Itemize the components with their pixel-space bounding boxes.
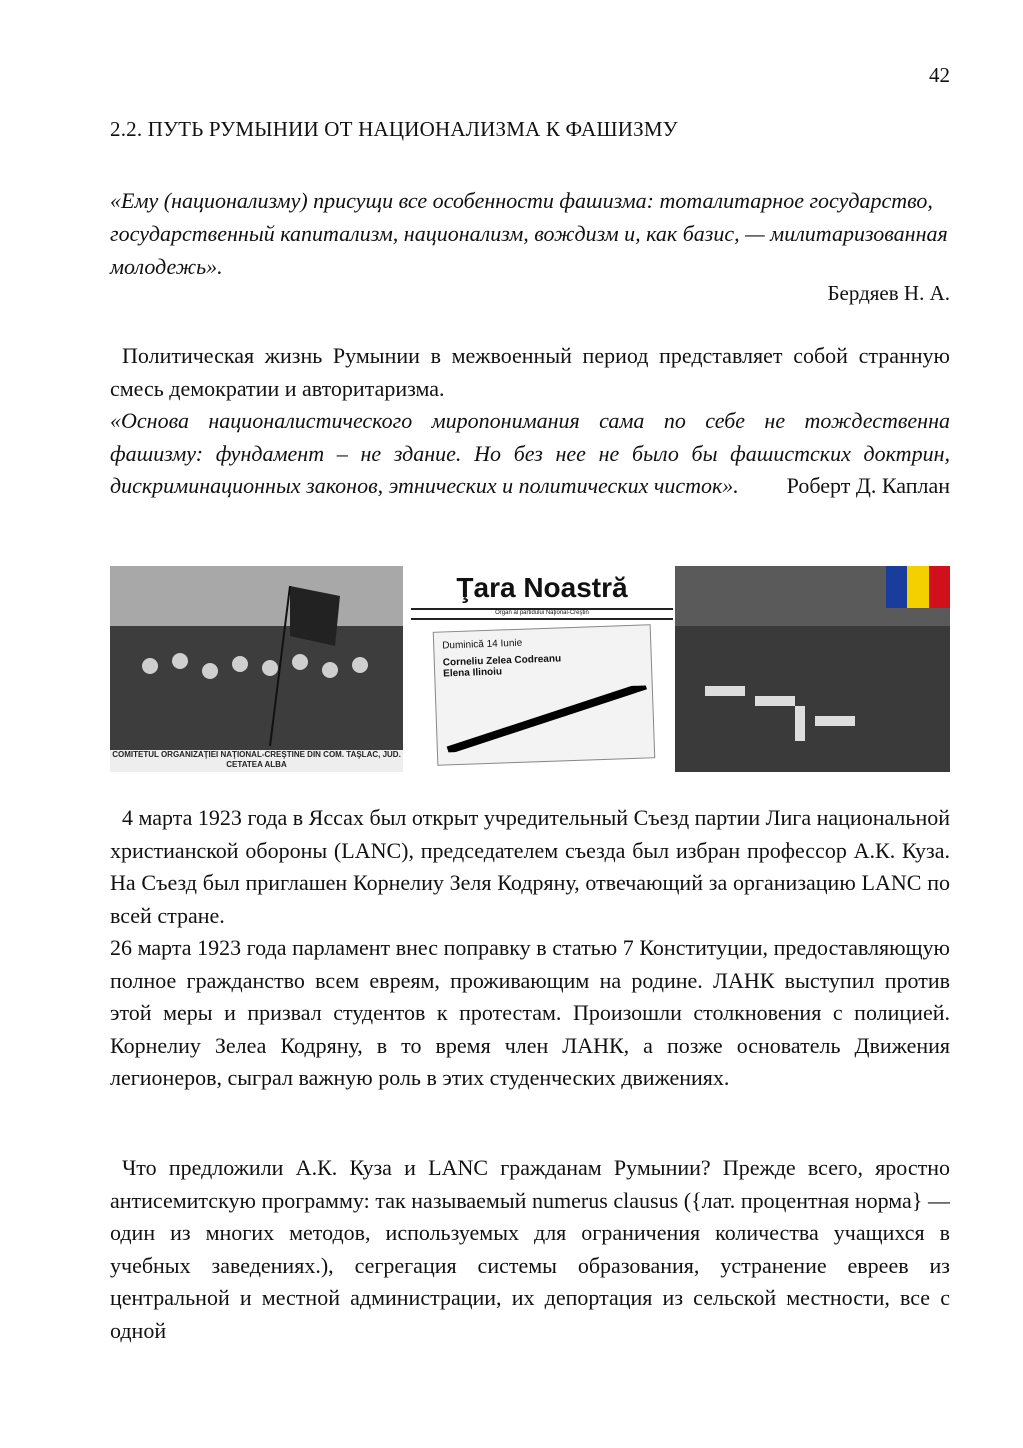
group-photo bbox=[110, 566, 403, 772]
card-line-2: Corneliu Zelea Codreanu bbox=[442, 653, 562, 669]
body-block-1 bbox=[110, 802, 950, 1095]
flag-stripe-yellow bbox=[907, 566, 928, 608]
body-block-2 bbox=[110, 1152, 950, 1347]
intro-block bbox=[110, 340, 950, 503]
card-line-1: Duminică 14 Iunie bbox=[442, 637, 523, 652]
newspaper-subline: Organ al partidului Naţional-Creştin bbox=[411, 608, 673, 620]
paragraph-3: 26 марта 1923 года парламент внес поправку в статью 7 Конституции, предоставляющую полное гражданство всем евреям, проживающим на родине. ЛАНК выступил против этой меры и призвал студентов к протестам. Произошли столкновения с полицией. Корнелиу Зелеа Кодряну, в то время член ЛАНК, а позже основатель Движения легионеров, сыграл важную роль в этих студенческих движениях. bbox=[110, 935, 950, 1090]
newspaper-image bbox=[407, 566, 677, 772]
epigraph-text: «Ему (национализму) присущи все особенности фашизма: тоталитарное государство, государственный капитализм, национализм, вождизм и, как базис, — милитаризованная молодежь». bbox=[110, 188, 948, 279]
flag-stripe-red bbox=[929, 566, 950, 608]
photo-strip bbox=[110, 566, 950, 772]
newspaper-masthead: Ţara Noastră bbox=[456, 572, 628, 603]
quote-2-author: Роберт Д. Каплан bbox=[786, 473, 950, 498]
quote-2 bbox=[110, 405, 950, 503]
quote-2-text: «Основа националистического миропонимания сама по себе не тождественна фашизму: фундамент – не здание. Но без нее не было бы фашистских доктрин, дискриминационных законов, этнических и политических чисток». bbox=[110, 408, 950, 498]
paragraph-4: Что предложили А.К. Куза и LANC гражданам Румынии? Прежде всего, яростно антисемитскую программу: так называемый numerus clausus ({лат. процентная норма} — один из многих методов, используемых для ограничения количества учащихся в учебных заведениях.), сегрегация системы образования, устранение евреев из центральной и местной администрации, их депортация из сельской местности, все с одной bbox=[110, 1155, 950, 1343]
section-heading: 2.2. ПУТЬ РУМЫНИИ ОТ НАЦИОНАЛИЗМА К ФАШИЗМУ bbox=[110, 117, 678, 141]
group-photo-caption: COMITETUL ORGANIZAŢIEI NAŢIONAL-CREŞTINE DIN COM. TAŞLAC, JUD. CETATEA ALBA bbox=[110, 750, 403, 772]
epigraph-author: Бердяев Н. А. bbox=[827, 281, 950, 305]
flag-stripe-blue bbox=[886, 566, 907, 608]
romanian-flag bbox=[886, 566, 950, 608]
paragraph-2: 4 марта 1923 года в Яссах был открыт учредительный Съезд партии Лига национальной христианской обороны (LANC), председателем съезда был избран профессор А.К. Куза. На Съезд был приглашен Корнелиу Зеля Кодряну, отвечающий за организацию LANC по всей стране. bbox=[110, 805, 950, 928]
page-number: 42 bbox=[929, 63, 950, 87]
card-line-3: Elena Ilinoiu bbox=[443, 666, 503, 680]
field-photo bbox=[675, 566, 950, 772]
paragraph-1: Политическая жизнь Румынии в межвоенный период представляет собой странную смесь демократии и авторитаризма. bbox=[110, 343, 950, 401]
memorial-card bbox=[433, 624, 656, 766]
